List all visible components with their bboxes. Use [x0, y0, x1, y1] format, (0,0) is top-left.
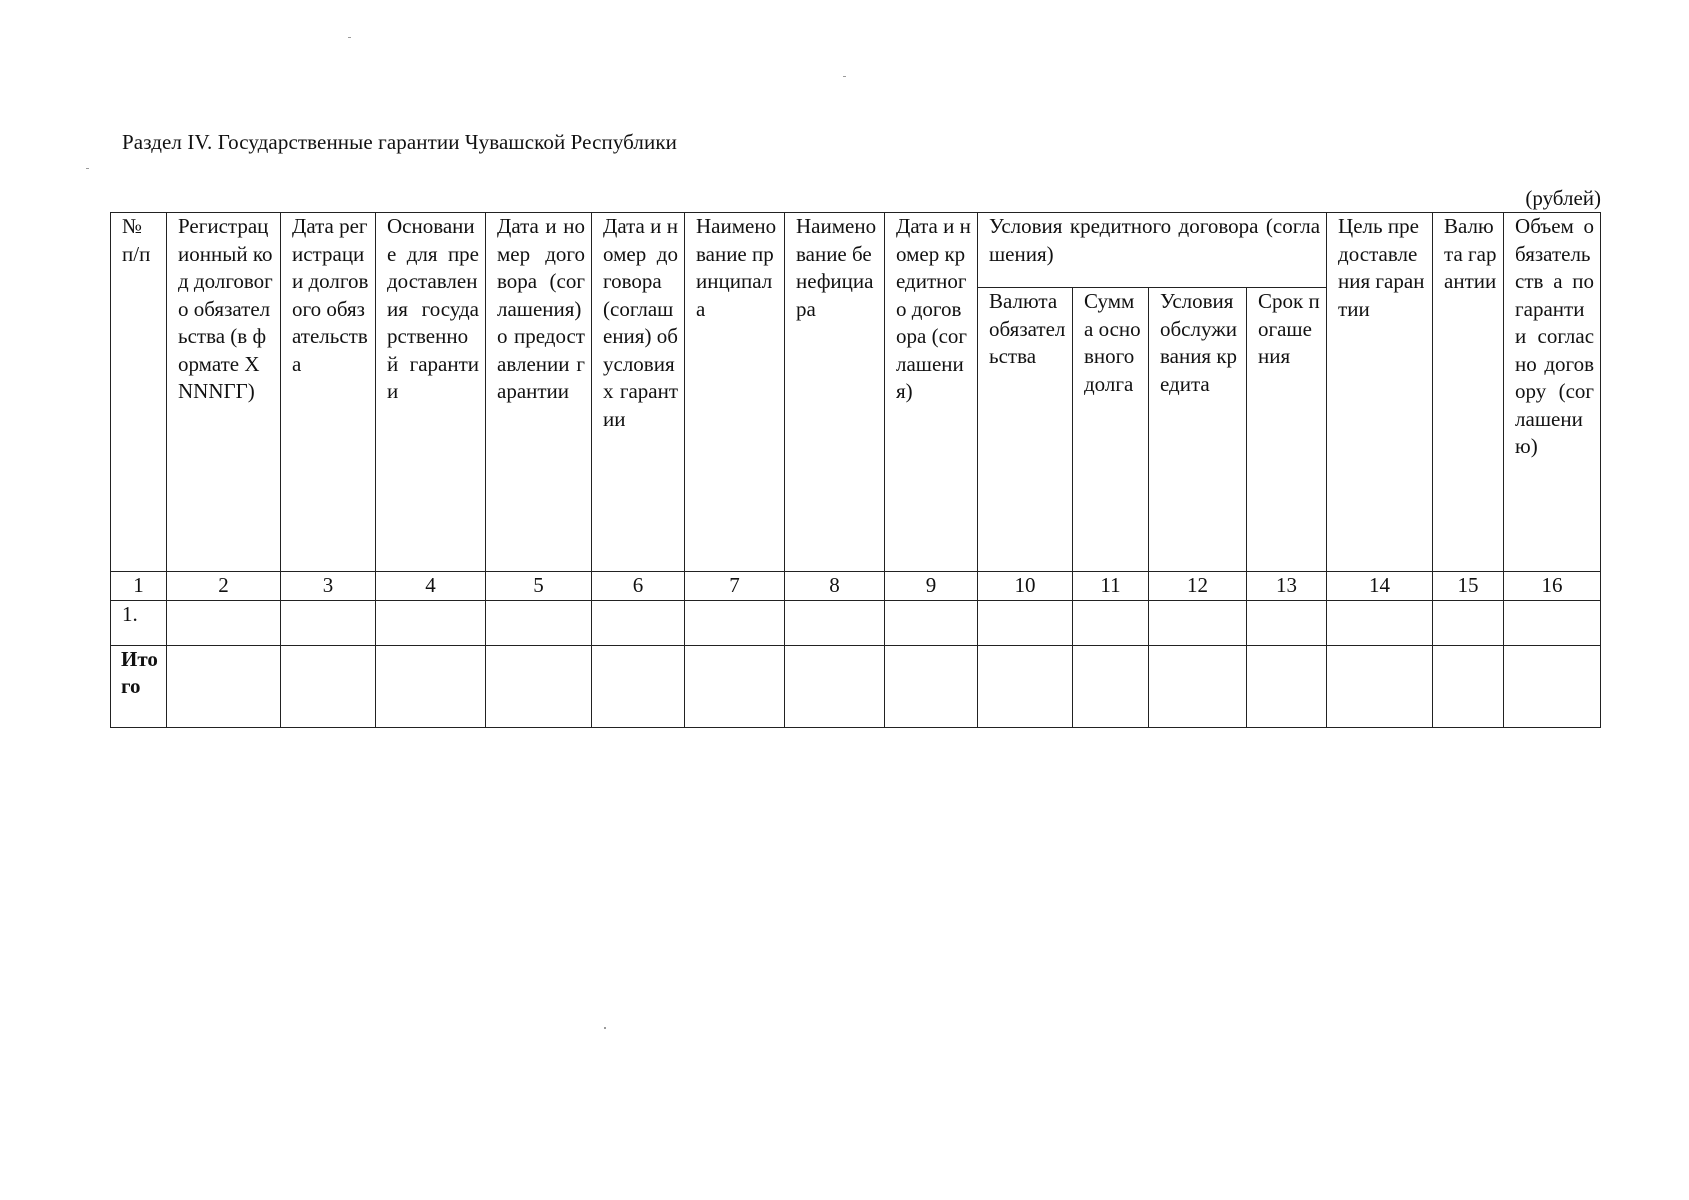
table-cell	[785, 600, 885, 645]
table-cell	[1433, 600, 1504, 645]
header-cell-principal-debt: Сумма основного долга	[1073, 288, 1149, 572]
header-row	[111, 213, 1601, 288]
units-label: (рублей)	[1525, 186, 1601, 210]
table-cell	[281, 600, 376, 645]
header-cell-maturity: Срок погашения	[1247, 288, 1327, 572]
header-cell-basis: Основание для предоставления государственной гарантии	[376, 213, 486, 572]
table-cell	[885, 600, 978, 645]
header-cell-terms-agreement: Дата и номер договора (соглашения) об условиях гарантии	[592, 213, 685, 572]
table-cell	[167, 645, 281, 727]
table-cell	[1073, 600, 1149, 645]
guarantees-table	[110, 212, 1601, 728]
column-number-cell: 5	[486, 572, 592, 601]
header-cell-principal: Наименование принципала	[685, 213, 785, 572]
column-number-cell: 1	[111, 572, 167, 601]
column-number-cell: 11	[1073, 572, 1149, 601]
table-cell	[685, 645, 785, 727]
column-number-cell: 4	[376, 572, 486, 601]
table-cell	[592, 645, 685, 727]
header-cell-obligation-currency: Валюта обязательства	[978, 288, 1073, 572]
column-number-cell: 13	[1247, 572, 1327, 601]
total-row	[111, 645, 1601, 727]
table-cell	[1149, 645, 1247, 727]
column-number-cell: 14	[1327, 572, 1433, 601]
header-cell-purpose: Цель предоставления гарантии	[1327, 213, 1433, 572]
table-cell	[785, 645, 885, 727]
scan-speck	[843, 76, 846, 77]
column-number-cell: 3	[281, 572, 376, 601]
header-cell-registration-date: Дата регистрации долгового обязательства	[281, 213, 376, 572]
section-title: Раздел IV. Государственные гарантии Чувашской Республики	[122, 130, 677, 154]
table-cell	[281, 645, 376, 727]
table-cell	[1504, 600, 1601, 645]
table-cell	[486, 600, 592, 645]
column-number-cell: 15	[1433, 572, 1504, 601]
scan-speck	[348, 37, 351, 38]
column-number-cell: 8	[785, 572, 885, 601]
table-row	[111, 600, 1601, 645]
table-cell	[1073, 645, 1149, 727]
table-cell	[685, 600, 785, 645]
column-number-cell: 9	[885, 572, 978, 601]
table-cell	[978, 645, 1073, 727]
column-number-cell: 16	[1504, 572, 1601, 601]
scan-speck	[604, 1027, 606, 1029]
header-cell-registration-code: Регистрационный код долгового обязательства (в формате XNNNГГ)	[167, 213, 281, 572]
table-cell	[885, 645, 978, 727]
header-cell-obligations-volume: Объем обязательств а по гарантии согласно договору (соглашению)	[1504, 213, 1601, 572]
table-cell	[376, 600, 486, 645]
table-cell	[167, 600, 281, 645]
column-number-cell: 6	[592, 572, 685, 601]
header-cell-guarantee-currency: Валюта гарантии	[1433, 213, 1504, 572]
column-number-cell: 12	[1149, 572, 1247, 601]
column-numbers-row	[111, 572, 1601, 601]
header-cell-credit-terms-group: Условия кредитного договора (соглашения)	[978, 213, 1327, 288]
table-cell	[1149, 600, 1247, 645]
header-cell-service-terms: Условия обслуживания кредита	[1149, 288, 1247, 572]
column-number-cell: 10	[978, 572, 1073, 601]
header-cell-beneficiary: Наименование бенефициара	[785, 213, 885, 572]
row-number-cell: 1.	[111, 600, 167, 645]
total-label: Итого	[111, 645, 167, 727]
header-cell-credit-agreement: Дата и номер кредитного договора (соглашения)	[885, 213, 978, 572]
table-cell	[1433, 645, 1504, 727]
header-cell-number: № п/п	[111, 213, 167, 572]
table-cell	[1504, 645, 1601, 727]
table-cell	[592, 600, 685, 645]
table-cell	[1247, 600, 1327, 645]
table-cell	[1247, 645, 1327, 727]
scan-speck	[86, 168, 89, 169]
table-cell	[376, 645, 486, 727]
table-cell	[486, 645, 592, 727]
header-cell-provision-agreement: Дата и номер договора (соглашения) о предоставлении гарантии	[486, 213, 592, 572]
column-number-cell: 2	[167, 572, 281, 601]
table-cell	[978, 600, 1073, 645]
table-cell	[1327, 645, 1433, 727]
column-number-cell: 7	[685, 572, 785, 601]
table-cell	[1327, 600, 1433, 645]
